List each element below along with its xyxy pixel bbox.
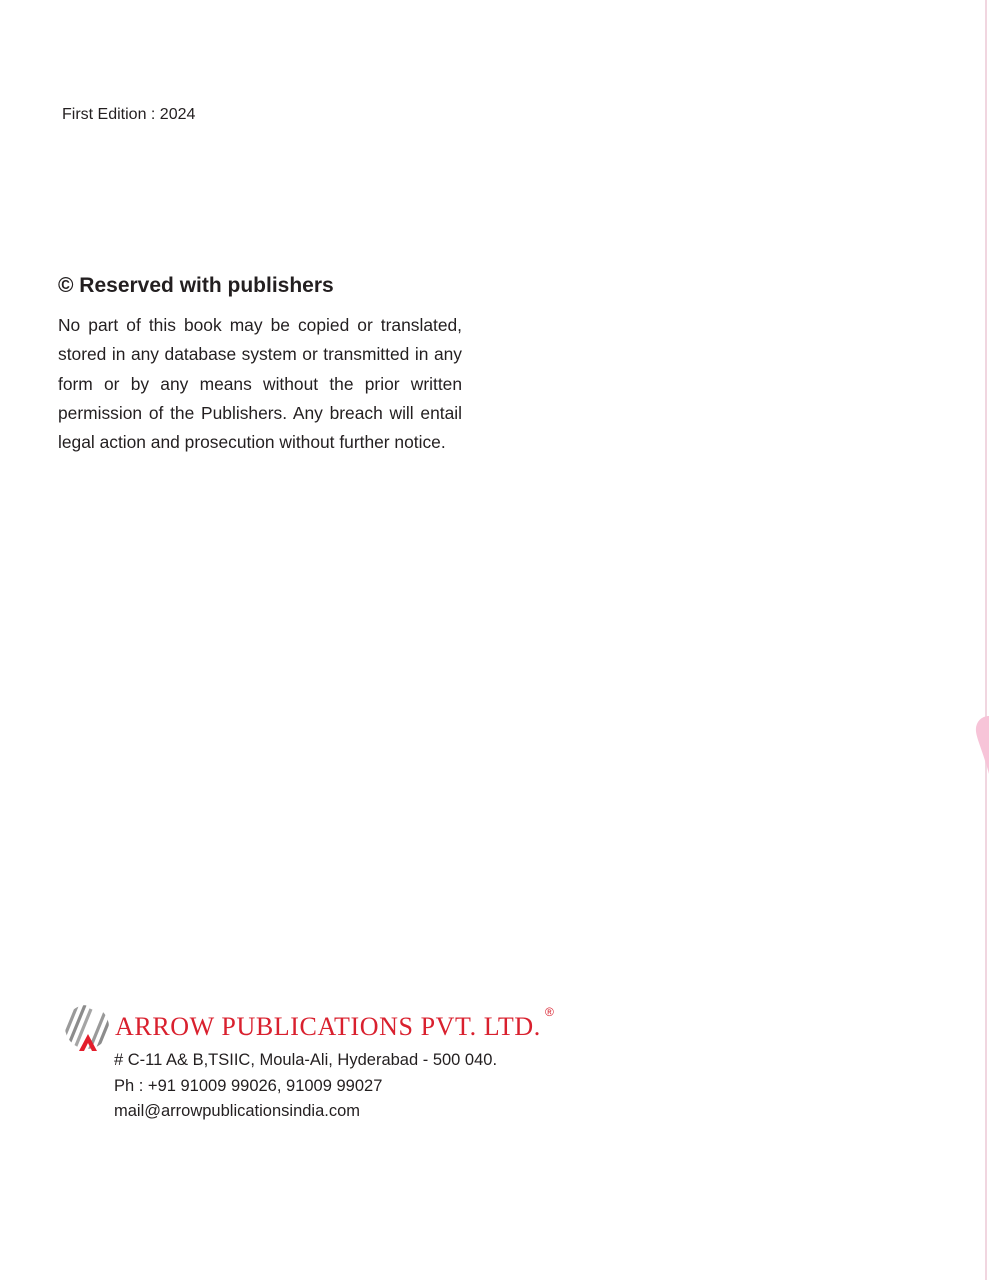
publisher-phone: Ph : +91 91009 99026, 91009 99027	[114, 1077, 383, 1095]
publisher-name: ARROW PUBLICATIONS PVT. LTD.	[115, 1012, 541, 1041]
publisher-address: # C-11 A& B,TSIIC, Moula-Ali, Hyderabad - 500 040.	[114, 1051, 498, 1069]
page-edge-line	[985, 0, 987, 1280]
copyright-notice: No part of this book may be copied or translated, stored in any database system or transmitted in any form or by any means without the prior written permission of the Publishers. Any breach will entail legal action and prosecution without further notice.	[58, 315, 462, 453]
rights-heading: © Reserved with publishers	[58, 274, 334, 297]
publisher-email: mail@arrowpublicationsindia.com	[114, 1102, 361, 1120]
arrow-publications-logo-icon	[63, 1005, 111, 1051]
registered-trademark: ®	[545, 1005, 554, 1019]
page-edge-heart-icon	[974, 716, 989, 778]
edition-info: First Edition : 2024	[62, 106, 196, 123]
